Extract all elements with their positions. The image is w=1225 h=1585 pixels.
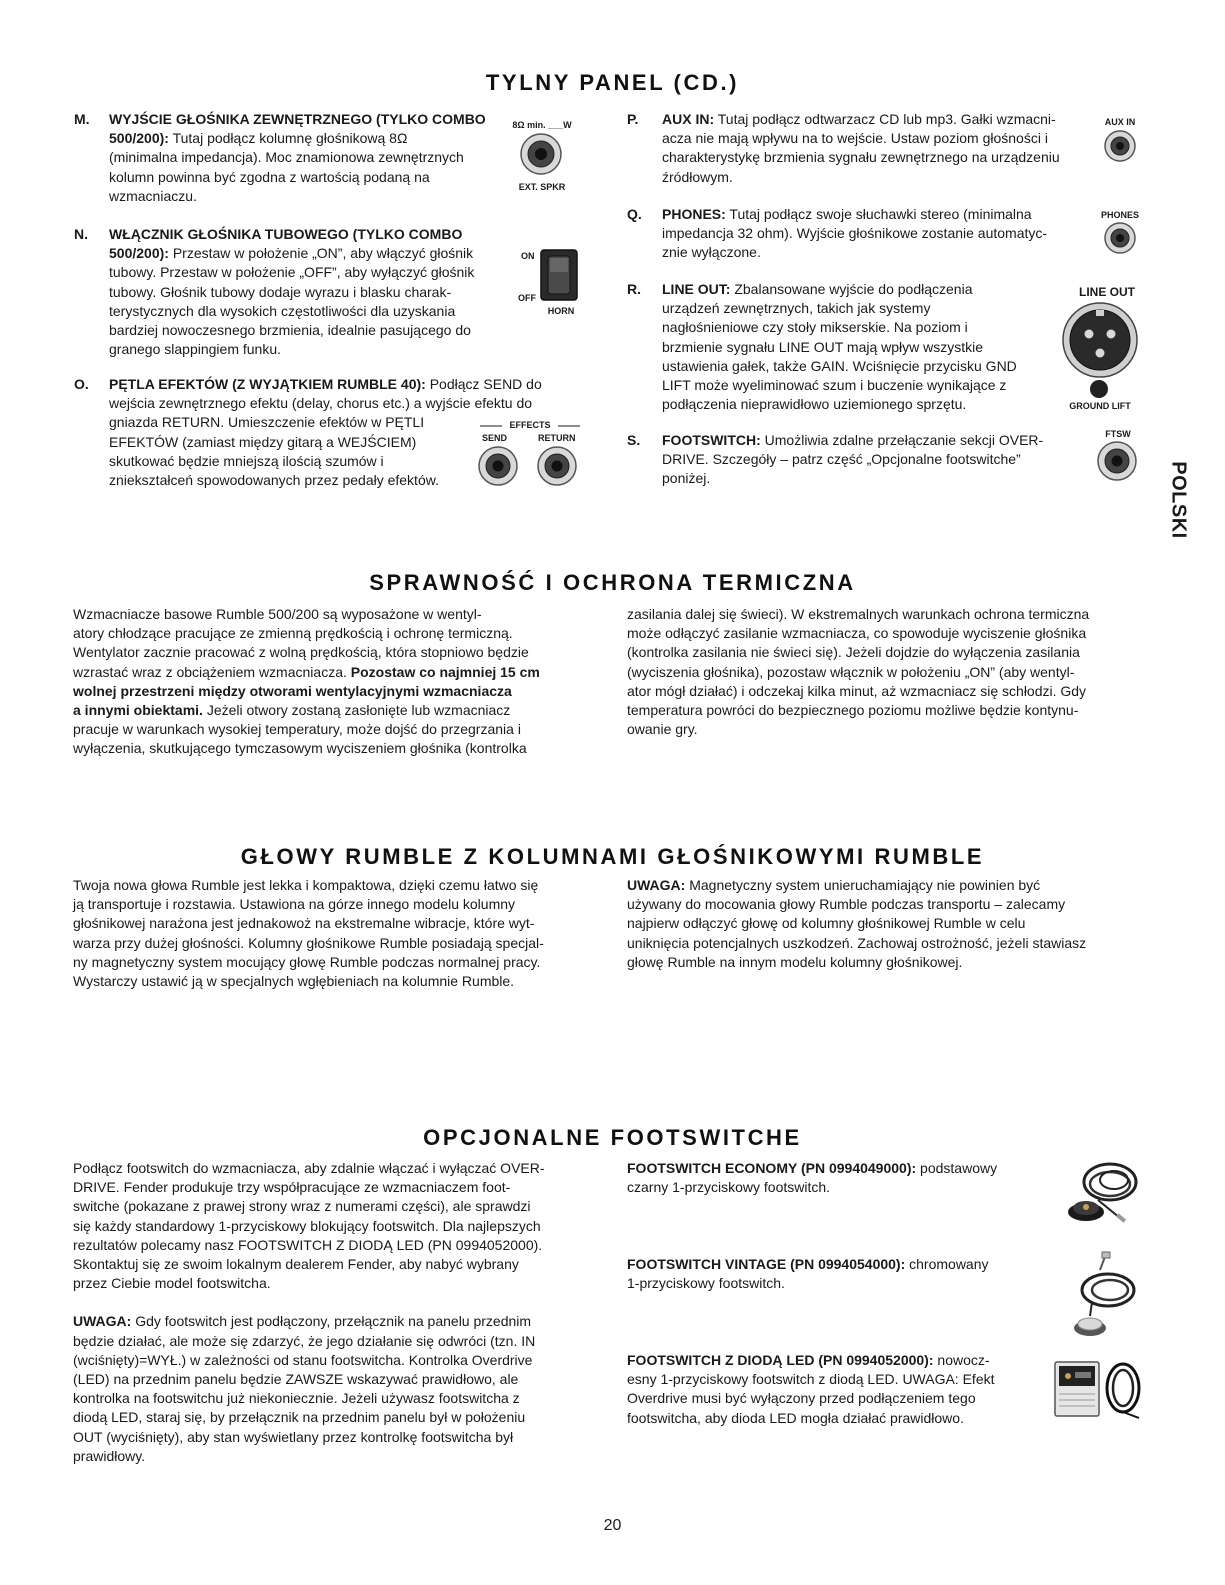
line-out-label: LINE OUT [1079, 285, 1135, 299]
aux-in-jack-icon [1104, 130, 1136, 162]
xlr-output-icon [1062, 302, 1138, 378]
footswitch-vintage-image [1072, 1250, 1142, 1340]
ground-lift-label: GROUND LIFT [1069, 401, 1131, 411]
send-label: SEND [482, 433, 508, 443]
ftsw-label: FTSW [1105, 429, 1131, 439]
item-letter: N. [74, 226, 88, 242]
item-phones: Q. PHONES: Tutaj podłącz swoje słuchawki stereo (minimalna impedancja 32 ohm). Wyjście głośnikowe zostanie automatyc- znie wyłączone. [627, 206, 1048, 261]
language-side-tab: POLSKI [1167, 461, 1190, 539]
footswitch-led-image [1053, 1358, 1145, 1422]
item-line-out: R. LINE OUT: Zbalansowane wyjście do podłączenia urządzeń zewnętrznych, takich jak systemy nagłośnieniowe czy stoły mikserskie. Na poziom i brzmienie sygnału LINE OUT mają wpływ wszystkie ustawienia gałek, także GAIN. Wciśnięcie przycisku GND LIFT może wyeliminować szum i buczenie wynikające z podłączenia nieprawidłowo uziemionego sprzętu. [627, 281, 1017, 413]
horn-label: HORN [547, 306, 575, 316]
product-footswitch-led: FOOTSWITCH Z DIODĄ LED (PN 0994052000): nowocz- esny 1-przyciskowy footswitch z diodą LED. UWAGA: Efekt Overdrive musi być wyłączony przed podłączeniem tego footswitcha, aby dioda LED mogła działać prawidłowo. [627, 1352, 995, 1426]
section-title-heads: GŁOWY RUMBLE Z KOLUMNAMI GŁOŚNIKOWYMI RUMBLE [240, 844, 985, 869]
footswitch-left-column: Podłącz footswitch do wzmacniacza, aby zdalnie włączać i wyłączać OVER- DRIVE. Fender produkuje trzy współpracujące ze wzmacniaczem foot- switche (pokazane z prawej strony wraz z numerami części), ale sprawdzi się każdy standardowy 1-przyciskowy blokujący footswitch. Dla najlepszych rezultatów polecamy nasz FOOTSWITCH Z DIODĄ LED (PN 0994052000). Skontaktuj się ze swoim lokalnym dealerem Fender, aby nabyć wybrany przez Ciebie model footswitcha. UWAGA: Gdy footswitch jest podłączony, przełącznik na panelu przednim będzie działać, ale może się zdarzyć, że jego działanie się odwróci (tzn. IN (wciśnięty)=WYŁ.) w zależności od stanu footswitcha. Kontrolka Overdrive (LED) na przednim panelu będzie ZAWSZE wskazywać prawidłowo, ale kontrolka na footswitchu już niekoniecznie. Jeżeli używasz footswitcha z diodą LED, staraj się, by przełącznik na przednim panelu był w położeniu OUT (wyciśnięty), aby stan wyświetlany przez kontrolkę footswitcha był prawidłowy. [73, 1160, 545, 1464]
section-title-thermal: SPRAWNOŚĆ I OCHRONA TERMICZNA [369, 570, 856, 595]
item-letter: O. [74, 376, 89, 392]
item-letter: Q. [627, 206, 642, 222]
phones-jack-icon [1104, 222, 1136, 254]
page-number: 20 [603, 1517, 622, 1534]
return-jack-icon [537, 446, 577, 486]
section-title-footswitches: OPCJONALNE FOOTSWITCHE [423, 1125, 802, 1150]
phones-label: PHONES [1100, 210, 1139, 220]
return-label: RETURN [538, 433, 576, 443]
item-ext-speaker: M. WYJŚCIE GŁOŚNIKA ZEWNĘTRZNEGO (TYLKO COMBO 500/200): Tutaj podłącz kolumnę głośnikową 8Ω (minimalna impedancja). Moc znamionowa zewnętrznych kolumn powinna być zgodna z wartością podaną na wzmacniaczu. [74, 111, 486, 204]
horn-off-label: OFF [518, 293, 536, 303]
horn-on-label: ON [521, 251, 535, 261]
ftsw-jack-icon [1097, 441, 1137, 481]
ext-spkr-jack-icon [520, 133, 562, 175]
item-letter: M. [74, 111, 90, 127]
item-letter: S. [627, 432, 641, 448]
thermal-right-column: zasilania dalej się świeci). W ekstremalnych warunkach ochrona termiczna może odłączyć zasilanie wzmacniacza, co spowoduje wyciszenie głośnika (kontrolka zasilania nie świeci się). Jeżeli dojdzie do wyłączenia zasilania (wyciszenia głośnika), pozostaw włącznik w położeniu „ON” (aby wentyl- ator mógł działać) i odczekaj kilka minut, aż wzmacniacz się schłodzi. Gdy temperatura powróci do bezpiecznego poziomu możliwe będzie kontynu- owanie gry. [627, 606, 1090, 738]
send-jack-icon [478, 446, 518, 486]
ext-spkr-top-label: 8Ω min. ___W [512, 120, 572, 130]
item-horn-switch: N. WŁĄCZNIK GŁOŚNIKA TUBOWEGO (TYLKO COMBO 500/200): Przestaw w położenie „ON”, aby włączyć głośnik tubowy. Przestaw w położenie „OFF”, aby wyłączyć głośnik tubowy. Głośnik tubowy dodaje wyrazu i blasku charak- terystycznych dla wysokich częstotliwości dla uzyskania bardziej nowoczesnego brzmienia, idealnie pasującego do granego slappingiem funku. [74, 226, 475, 358]
item-letter: R. [627, 281, 641, 297]
ext-spkr-bottom-label: EXT. SPKR [518, 182, 566, 192]
aux-in-label: AUX IN [1104, 117, 1136, 127]
product-footswitch-economy: FOOTSWITCH ECONOMY (PN 0994049000): podstawowy czarny 1-przyciskowy footswitch. [627, 1160, 998, 1196]
item-effects-loop: O. PĘTLA EFEKTÓW (Z WYJĄTKIEM RUMBLE 40): Podłącz SEND do wejścia zewnętrznego efektu (delay, chorus etc.) a wyjście efektu do gniazda RETURN. Umieszczenie efektów w PĘTLI EFEKTÓW (zamiast między gitarą a WEJŚCIEM) skutkować będzie mniejszą ilością szumów i zniekształceń spowodowanych przez pedały efektów. [74, 376, 542, 489]
horn-rocker-switch-icon [540, 249, 578, 301]
footswitch-economy-image [1062, 1160, 1142, 1230]
heads-left-column: Twoja nowa głowa Rumble jest lekka i kompaktowa, dzięki czemu łatwo się ją transportuje i rozstawia. Ustawiona na górze innego modelu kolumny głośnikowej narażona jest jednakowoż na ekstremalne wibracje, które wyt- warza przy dużej głośności. Kolumny głośnikowe Rumble posiadają specjal- ny magnetyczny system mocujący głowę Rumble podczas normalnej pracy. Wystarczy ustawić ją w specjalnych wgłębieniach na kolumnie Rumble. [73, 877, 544, 990]
effects-label: EFFECTS [509, 420, 551, 430]
item-aux-in: P. AUX IN: Tutaj podłącz odtwarzacz CD lub mp3. Gałki wzmacni- acza nie mają wpływu na to wejście. Ustaw poziom głośności i charakterystykę brzmienia sygnału zewnętrznego na urządzeniu źródłowym. [627, 111, 1060, 185]
item-footswitch-jack: S. FOOTSWITCH: Umożliwia zdalne przełączanie sekcji OVER- DRIVE. Szczegóły – patrz część „Opcjonalne footswitche” poniżej. [627, 432, 1044, 487]
section-title-rear-panel: TYLNY PANEL (CD.) [485, 70, 740, 95]
thermal-left-column: Wzmacniacze basowe Rumble 500/200 są wyposażone w wentyl- atory chłodzące pracujące ze zmienną prędkością i ochronę termiczną. Wentylator zacznie pracować z wolną prędkością, która stopniowo będzie wzrastać wraz z obciążeniem wzmacniacza. Pozostaw co najmniej 15 cm wolnej przestrzeni między otworami wentylacyjnymi wzmacniacza a innymi obiektami. Jeżeli otwory zostaną zasłonięte lub wzmacniacz pracuje w warunkach wysokiej temperatury, może dojść do przegrzania i wyłączenia, skutkującego tymczasowym wyciszeniem głośnika (kontrolka [73, 606, 540, 757]
item-letter: P. [627, 111, 639, 127]
heads-right-column: UWAGA: Magnetyczny system unieruchamiający nie powinien być używany do mocowania głowy Rumble podczas transportu – zalecamy najpierw odłączyć głowę od kolumny głośnikowej Rumble w celu uniknięcia potencjalnych uszkodzeń. Zachowaj ostrożność, jeżeli stawiasz głowę Rumble na innym modelu kolumny głośnikowej. [627, 877, 1087, 970]
product-footswitch-vintage: FOOTSWITCH VINTAGE (PN 0994054000): chromowany 1-przyciskowy footswitch. [627, 1256, 989, 1292]
ground-lift-button-icon [1089, 379, 1109, 399]
